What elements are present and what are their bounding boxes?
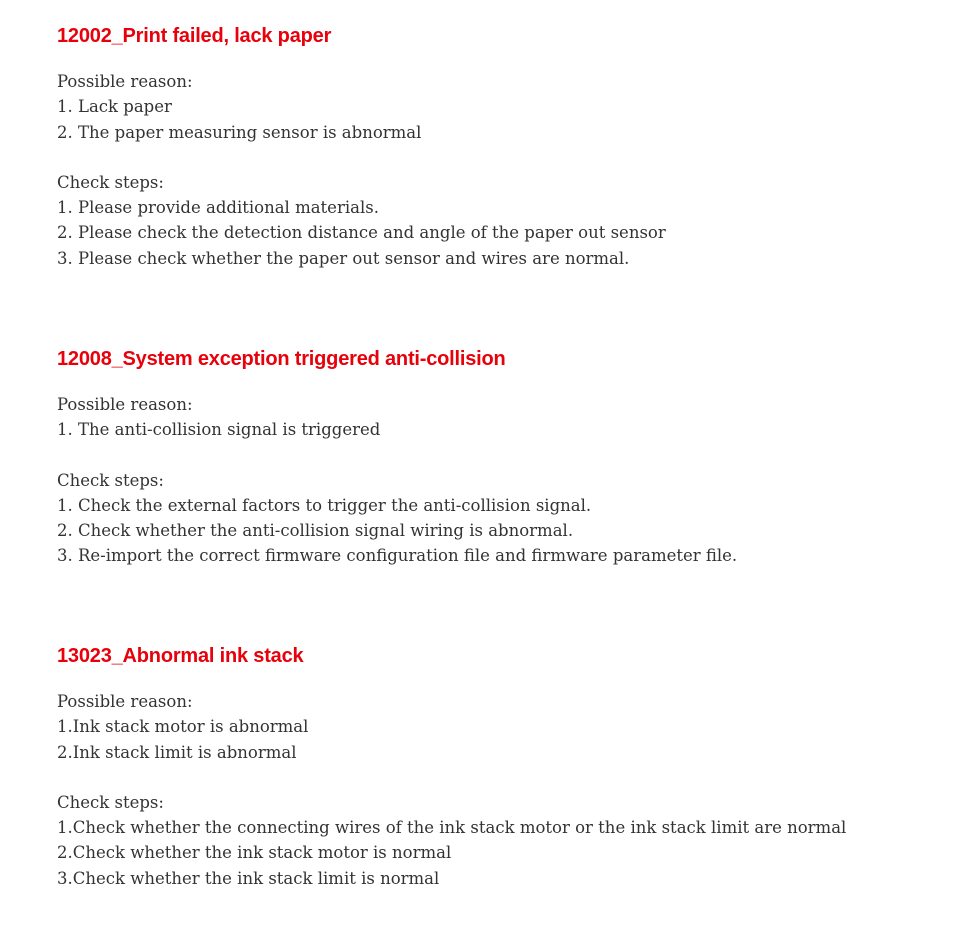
possible-reason-block <box>57 689 937 765</box>
step-item: 1. Check the external factors to trigger the anti-collision signal. <box>57 495 592 515</box>
error-section-13023 <box>57 643 937 891</box>
check-steps-heading: Check steps: <box>57 470 164 490</box>
check-steps-heading: Check steps: <box>57 792 164 812</box>
check-steps-block <box>57 468 937 569</box>
reason-item: 2.Ink stack limit is abnormal <box>57 742 297 762</box>
reason-item: 1.Ink stack motor is abnormal <box>57 717 309 737</box>
possible-reason-heading: Possible reason: <box>57 395 193 414</box>
step-item: 2. Check whether the anti-collision signal wiring is abnormal. <box>57 521 574 541</box>
step-item: 2.Check whether the ink stack motor is normal <box>57 843 452 863</box>
error-section-12002 <box>57 23 937 271</box>
error-title: 13023_Abnormal ink stack <box>57 645 304 667</box>
possible-reason-block <box>57 392 937 443</box>
step-item: 3. Please check whether the paper out sensor and wires are normal. <box>57 248 630 268</box>
possible-reason-heading: Possible reason: <box>57 72 193 91</box>
reason-item: 2. The paper measuring sensor is abnormal <box>57 122 422 142</box>
check-steps-block <box>57 790 937 891</box>
reason-item: 1. Lack paper <box>57 97 172 117</box>
step-item: 1. Please provide additional materials. <box>57 198 379 218</box>
error-section-12008 <box>57 346 937 569</box>
step-item: 3. Re-import the correct firmware configuration file and firmware parameter file. <box>57 546 738 566</box>
possible-reason-heading: Possible reason: <box>57 692 193 711</box>
step-item: 3.Check whether the ink stack limit is normal <box>57 868 440 888</box>
step-item: 1.Check whether the connecting wires of the ink stack motor or the ink stack limit are normal <box>57 818 847 838</box>
error-title: 12002_Print failed, lack paper <box>57 25 332 47</box>
reason-item: 1. The anti-collision signal is triggered <box>57 420 381 440</box>
error-title: 12008_System exception triggered anti-collision <box>57 348 506 370</box>
check-steps-heading: Check steps: <box>57 172 164 192</box>
check-steps-block <box>57 170 937 271</box>
step-item: 2. Please check the detection distance and angle of the paper out sensor <box>57 223 666 243</box>
possible-reason-block <box>57 69 937 145</box>
